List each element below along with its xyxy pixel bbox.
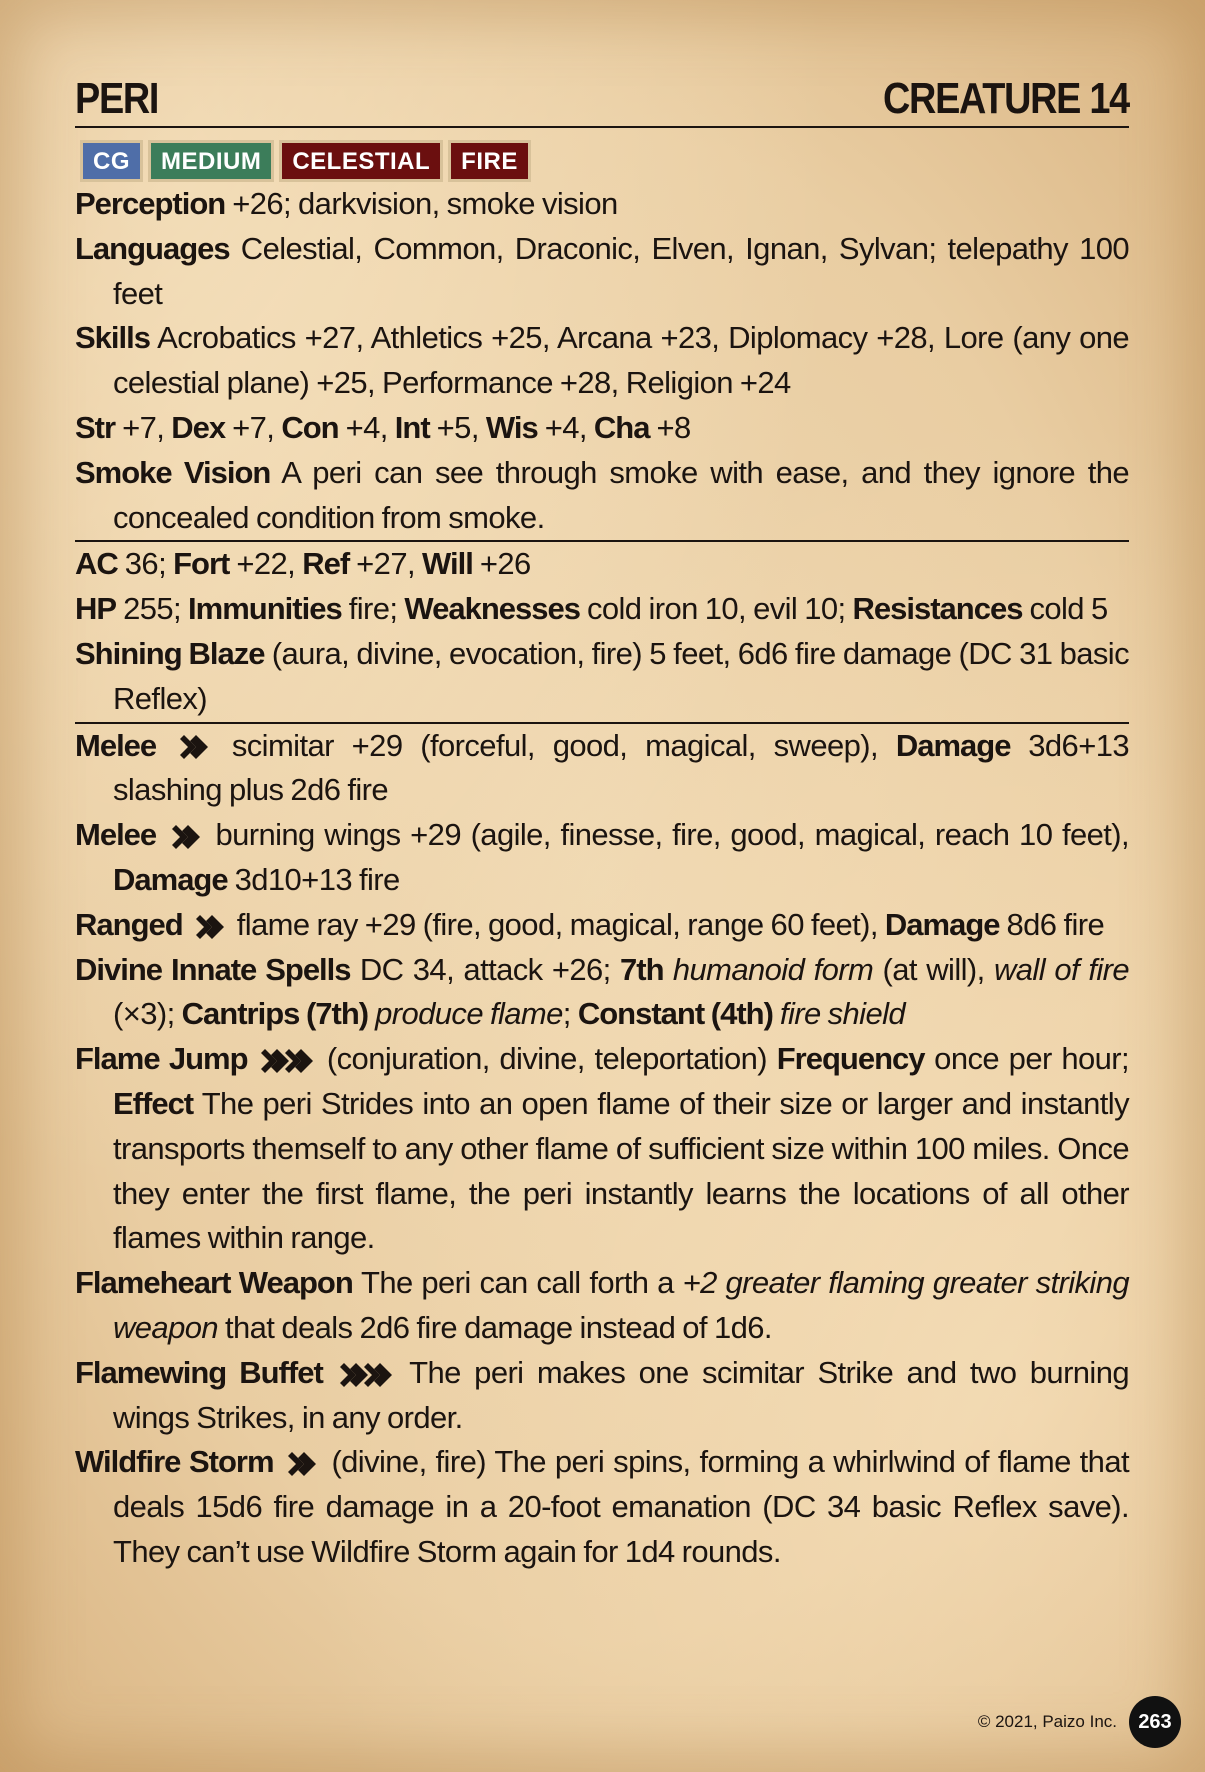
shining-blaze-text: (aura, divine, evocation, fire) 5 feet, 6d6 fire damage (DC 31 basic Reflex) xyxy=(113,635,1129,716)
spells-label: Divine Innate Spells xyxy=(75,951,351,987)
spells-dc: DC 34, attack +26; xyxy=(350,951,621,987)
damage-label: Damage xyxy=(113,861,228,897)
cantrips-label: Cantrips (7th) xyxy=(181,996,369,1032)
wildfire-label: Wildfire Storm xyxy=(75,1444,274,1480)
creature-name: PERI xyxy=(75,74,159,123)
spell-wall-of-fire: wall of fire xyxy=(993,951,1129,987)
melee-scimitar-line xyxy=(75,724,1129,814)
str-label: Str xyxy=(75,409,116,445)
will-label: Will xyxy=(421,546,473,582)
flame-jump-traits: (conjuration, divine, teleportation) xyxy=(317,1041,777,1077)
fort-value: +22, xyxy=(229,546,303,582)
trait-celestial: CELESTIAL xyxy=(279,140,443,182)
damage-label: Damage xyxy=(884,906,1000,942)
flameheart-text-1: The peri can call forth a xyxy=(352,1265,683,1301)
melee-scimitar-text: scimitar +29 (forceful, good, magical, sweep), xyxy=(214,727,896,763)
single-action-icon xyxy=(176,733,212,761)
flameheart-weapon-line xyxy=(75,1261,1129,1351)
wis-value: +4, xyxy=(537,409,594,445)
defense-line xyxy=(75,542,1129,587)
flamewing-buffet-line xyxy=(75,1351,1129,1441)
copyright-text: © 2021, Paizo Inc. xyxy=(977,1712,1117,1731)
stat-block-header xyxy=(75,68,1129,128)
hp-value: 255; xyxy=(116,591,189,627)
spell-wall-note: (×3); xyxy=(113,996,182,1032)
weaknesses-label: Weaknesses xyxy=(404,591,580,627)
single-action-icon xyxy=(192,913,228,941)
dex-value: +7, xyxy=(225,409,282,445)
effect-text: The peri Strides into an open flame of their size or larger and instantly transports themself to any other flame of sufficient size within 100 miles. Once they enter the first flame, the peri instantly learns the locations of all other flames within range. xyxy=(113,1085,1129,1256)
wildfire-text: (divine, fire) The peri spins, forming a whirlwind of flame that deals 15d6 fire damage in a 20-foot emanation (DC 34 basic Reflex save). They can’t use Wildfire Storm again for 1d4 rounds. xyxy=(113,1444,1129,1569)
con-value: +4, xyxy=(338,409,395,445)
languages-label: Languages xyxy=(75,230,230,266)
fort-label: Fort xyxy=(173,546,230,582)
melee-label: Melee xyxy=(75,727,157,763)
immunities-value: fire; xyxy=(341,591,405,627)
stat-block xyxy=(75,68,1129,1575)
creature-level: CREATURE 14 xyxy=(883,74,1129,123)
smoke-vision-text: A peri can see through smoke with ease, and they ignore the concealed condition from smoke. xyxy=(113,454,1129,535)
perception-value: +26; darkvision, smoke vision xyxy=(225,186,618,221)
ranged-text: flame ray +29 (fire, good, magical, range 60 feet), xyxy=(229,906,885,942)
smoke-vision-label: Smoke Vision xyxy=(75,454,271,490)
frequency-value: once per hour; xyxy=(924,1041,1130,1077)
weaknesses-value: cold iron 10, evil 10; xyxy=(579,591,853,627)
int-value: +5, xyxy=(429,409,486,445)
flamewing-text: The peri makes one scimitar Strike and two burning wings Strikes, in any order. xyxy=(113,1354,1130,1435)
spells-line xyxy=(75,948,1129,1038)
damage-label: Damage xyxy=(895,727,1011,763)
flameheart-label: Flameheart Weapon xyxy=(75,1265,353,1301)
flameheart-item: +2 greater flaming greater striking weapon xyxy=(113,1265,1129,1345)
trait-size: MEDIUM xyxy=(148,140,274,182)
spell-separator: ; xyxy=(562,996,578,1032)
will-value: +26 xyxy=(472,546,531,582)
two-actions-icon xyxy=(338,1361,394,1389)
melee-wings-damage: 3d10+13 fire xyxy=(227,861,400,897)
languages-line xyxy=(75,227,1129,317)
hp-line xyxy=(75,587,1129,632)
immunities-label: Immunities xyxy=(188,591,342,627)
cha-value: +8 xyxy=(649,409,691,445)
resistances-value: cold 5 xyxy=(1022,591,1108,627)
skills-value: Acrobatics +27, Athletics +25, Arcana +23, Diplomacy +28, Lore (any one celestial plane) +25, Performance +28, Religion +24 xyxy=(113,320,1129,401)
ability-scores-line xyxy=(75,406,1129,451)
wis-label: Wis xyxy=(485,409,538,445)
ref-label: Ref xyxy=(302,546,350,582)
str-value: +7, xyxy=(115,409,172,445)
dex-label: Dex xyxy=(171,409,226,445)
shining-blaze-label: Shining Blaze xyxy=(75,635,265,671)
trait-fire: FIRE xyxy=(448,140,531,182)
spell-humanoid-note: (at will), xyxy=(873,951,994,987)
ac-label: AC xyxy=(75,546,118,582)
spell-humanoid-form: humanoid form xyxy=(663,951,874,987)
spell-rank-7th: 7th xyxy=(620,951,664,987)
page-footer xyxy=(978,1696,1181,1748)
trait-list xyxy=(80,140,1129,182)
resistances-label: Resistances xyxy=(852,591,1023,627)
two-actions-icon xyxy=(259,1047,315,1075)
cha-label: Cha xyxy=(593,409,650,445)
languages-value: Celestial, Common, Draconic, Elven, Ignan, Sylvan; telepathy 100 feet xyxy=(113,230,1129,311)
constant-label: Constant (4th) xyxy=(577,996,773,1032)
int-label: Int xyxy=(394,409,430,445)
melee-wings-line xyxy=(75,813,1129,903)
perception-label: Perception xyxy=(75,186,226,221)
flame-jump-label: Flame Jump xyxy=(75,1041,248,1077)
skills-label: Skills xyxy=(75,320,150,356)
melee-label: Melee xyxy=(75,817,157,853)
page-number: 263 xyxy=(1129,1696,1181,1748)
spell-fire-shield: fire shield xyxy=(772,996,906,1032)
spell-produce-flame: produce flame xyxy=(368,996,563,1032)
melee-wings-text: burning wings +29 (agile, finesse, fire, good, magical, reach 10 feet), xyxy=(205,817,1130,853)
frequency-label: Frequency xyxy=(776,1041,925,1077)
ac-value: 36; xyxy=(117,546,174,582)
shining-blaze-line xyxy=(75,632,1129,722)
single-action-icon xyxy=(284,1450,320,1478)
perception-line xyxy=(75,182,1129,227)
smoke-vision-line xyxy=(75,451,1129,541)
ref-value: +27, xyxy=(349,546,422,582)
flame-jump-line xyxy=(75,1037,1129,1261)
ranged-label: Ranged xyxy=(75,906,183,942)
ranged-line xyxy=(75,903,1129,948)
hp-label: HP xyxy=(75,591,117,627)
con-label: Con xyxy=(281,409,339,445)
trait-alignment: CG xyxy=(80,140,143,182)
melee-scimitar-damage: 3d6+13 slashing plus 2d6 fire xyxy=(113,727,1129,808)
ranged-damage: 8d6 fire xyxy=(999,906,1105,942)
skills-line xyxy=(75,316,1129,406)
flameheart-text-2: that deals 2d6 fire damage instead of 1d6. xyxy=(218,1309,772,1345)
wildfire-storm-line xyxy=(75,1440,1129,1574)
single-action-icon xyxy=(168,823,204,851)
flamewing-label: Flamewing Buffet xyxy=(75,1354,323,1390)
effect-label: Effect xyxy=(113,1085,194,1121)
